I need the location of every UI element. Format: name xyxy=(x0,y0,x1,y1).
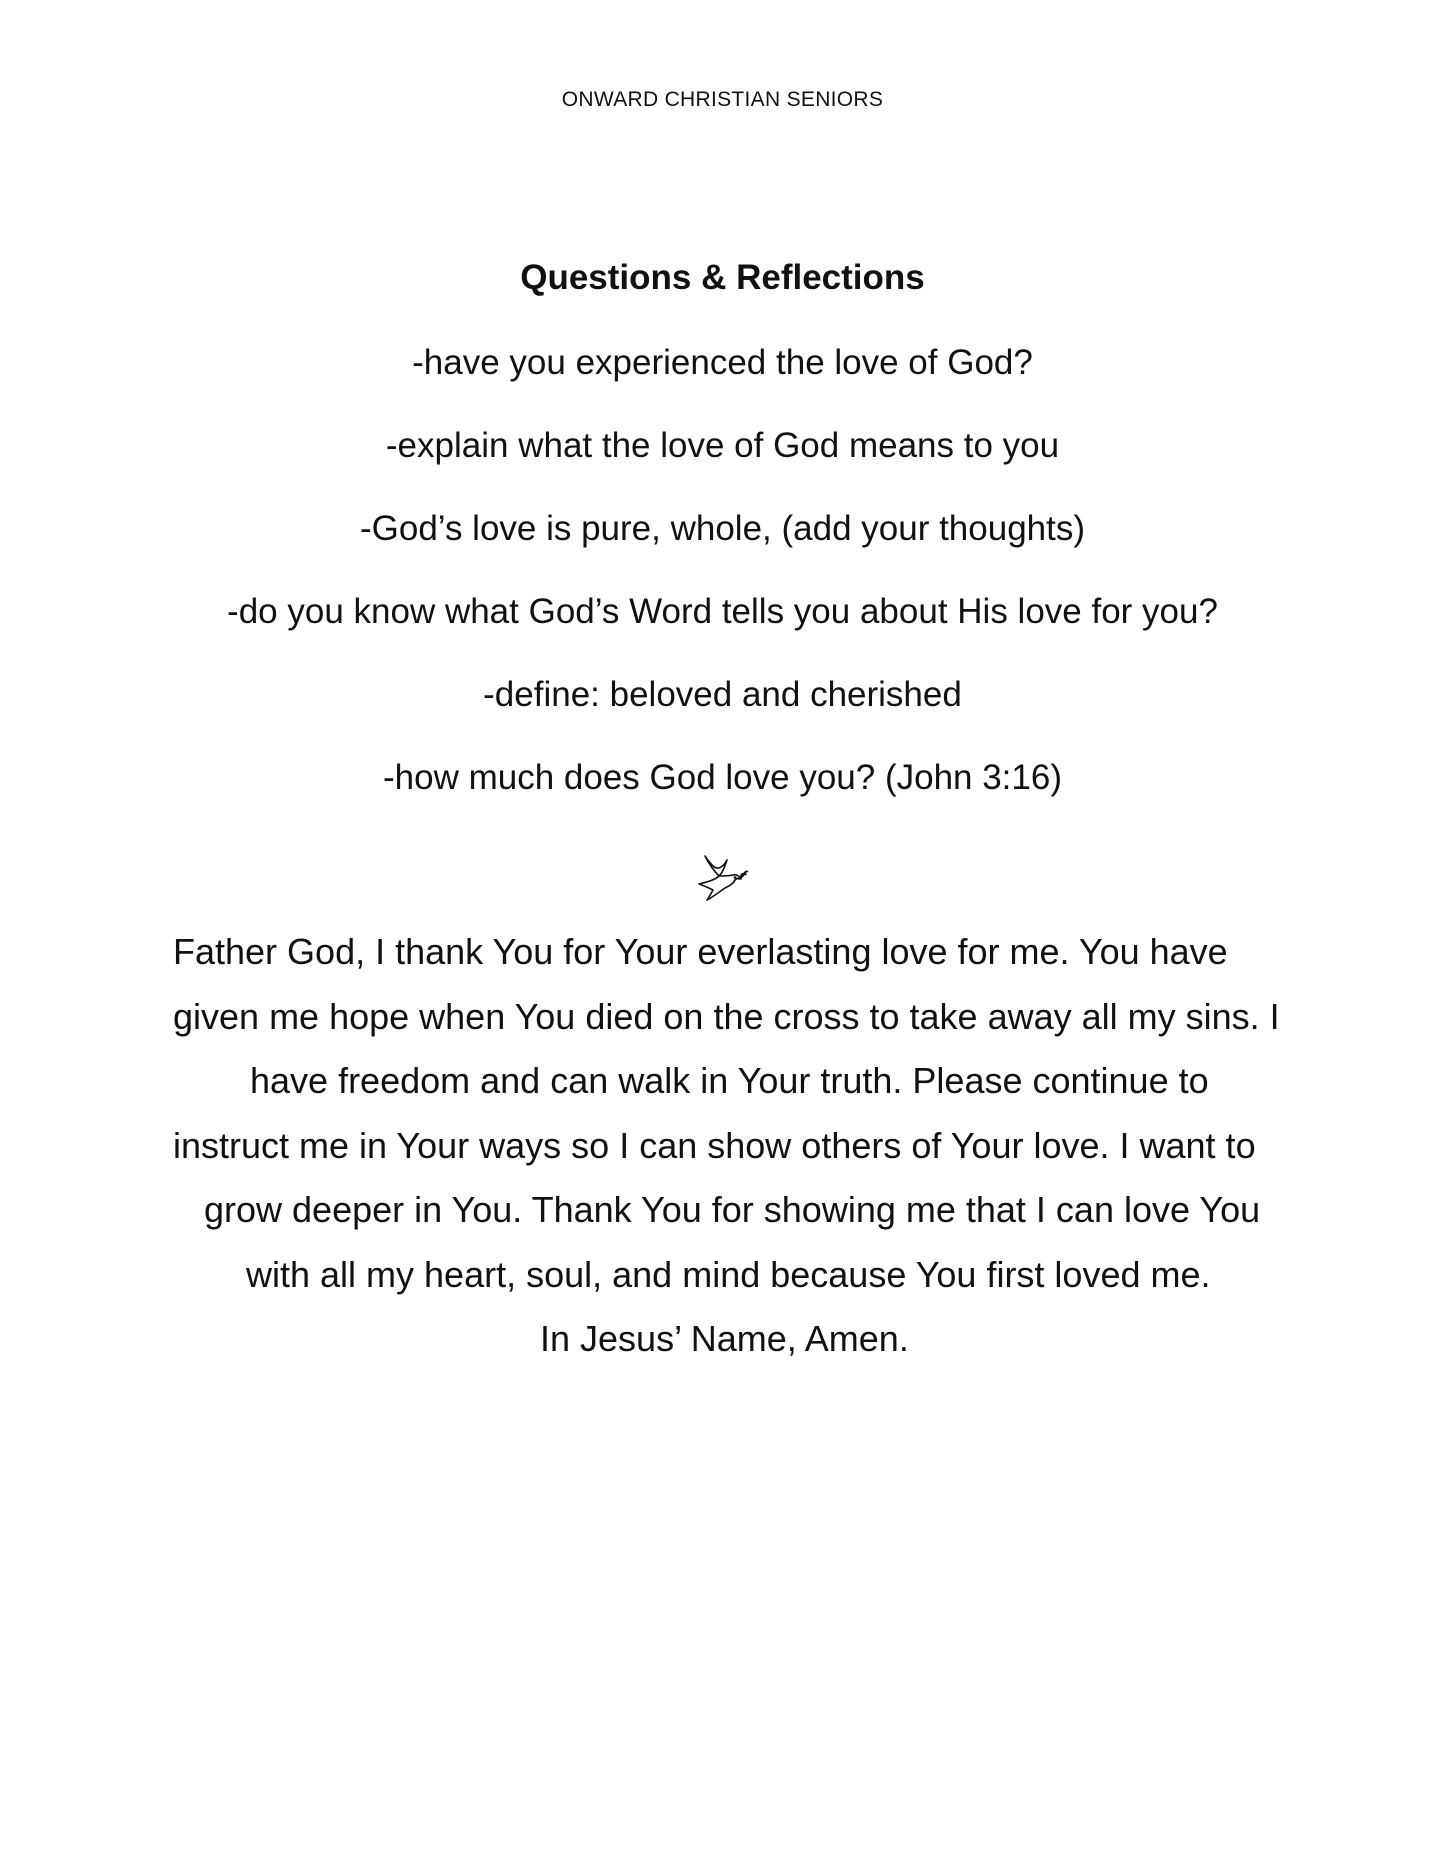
prayer-line: grow deeper in You. Thank You for showing me that I can love You xyxy=(204,1189,1261,1230)
question-item: -explain what the love of God means to you xyxy=(385,426,1060,465)
question-item: -have you experienced the love of God? xyxy=(412,343,1033,382)
prayer-text xyxy=(0,920,1445,1372)
question-item: -do you know what God’s Word tells you about His love for you? xyxy=(227,592,1218,631)
dove-icon xyxy=(695,852,749,902)
prayer-line: have freedom and can walk in Your truth. Please continue to xyxy=(250,1060,1209,1101)
page-header: ONWARD CHRISTIAN SENIORS xyxy=(561,88,884,111)
prayer-line: Father God, I thank You for Your everlasting love for me. You have xyxy=(173,931,1228,972)
prayer-line: given me hope when You died on the cross to take away all my sins. I xyxy=(173,995,1280,1037)
prayer-line: instruct me in Your ways so I can show others of Your love. I want to xyxy=(173,1124,1256,1166)
question-item: -God’s love is pure, whole, (add your thoughts) xyxy=(359,509,1086,548)
prayer-line: with all my heart, soul, and mind because You first loved me. xyxy=(246,1253,1211,1295)
question-item: -define: beloved and cherished xyxy=(483,675,962,714)
question-item: -how much does God love you? (John 3:16) xyxy=(383,758,1062,797)
question-list xyxy=(0,335,1445,833)
section-title: Questions & Reflections xyxy=(520,258,925,297)
prayer-closing: In Jesus’ Name, Amen. xyxy=(540,1318,909,1359)
